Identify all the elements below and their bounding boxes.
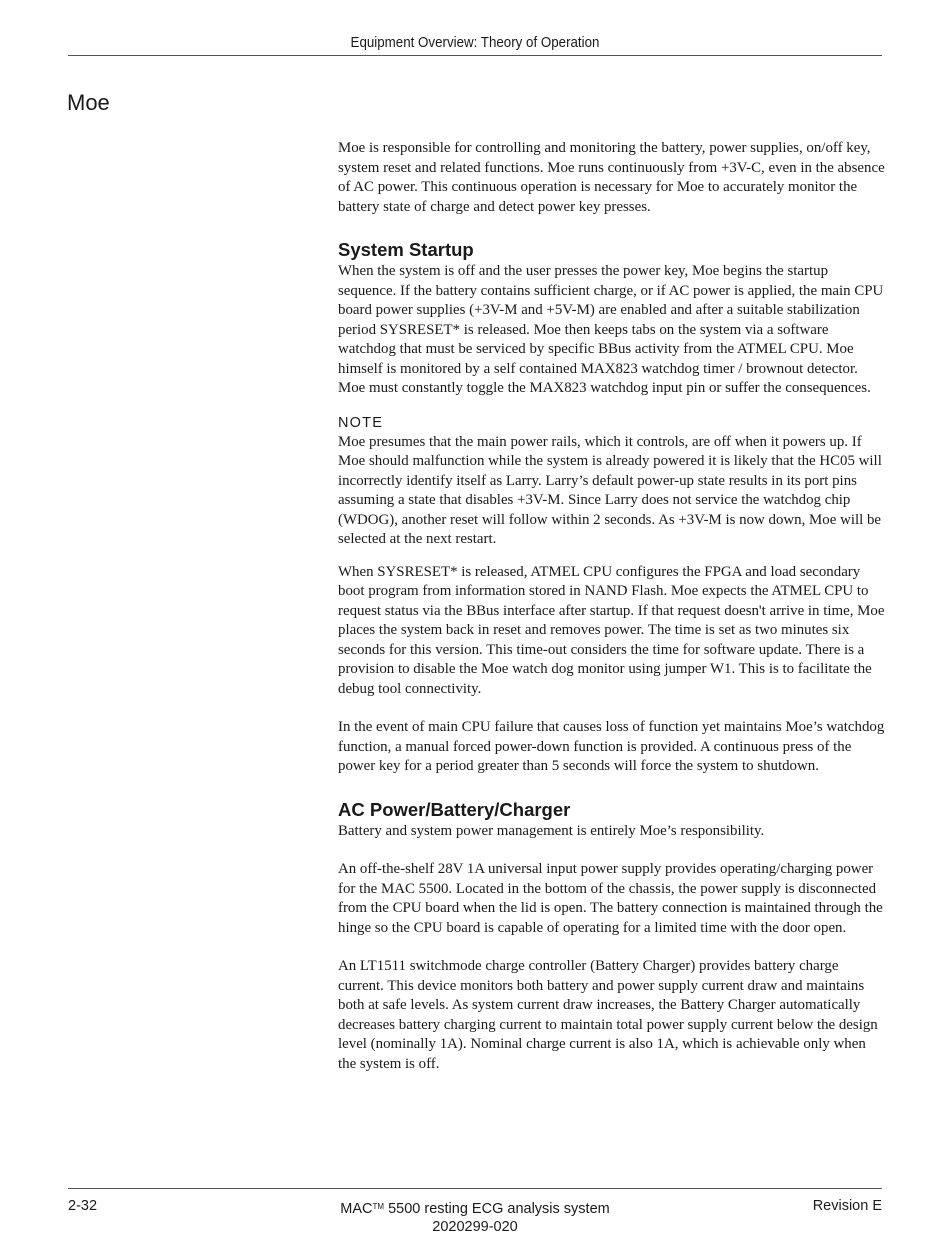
ac-power-paragraph-2: An off-the-shelf 28V 1A universal input power supply provides operating/charging power for the MAC 5500. Located in the bottom of the chassis, the power supply is disconnected from the CPU board when the lid is open. The battery connection is maintained through the hinge so the CPU board is capable of operating for a limited time with the door open.	[338, 861, 883, 936]
note-label: NOTE	[338, 414, 384, 431]
section-title: Moe	[67, 90, 110, 115]
system-startup-heading: System Startup	[338, 239, 474, 260]
product-prefix: MAC	[340, 1201, 373, 1217]
system-startup-paragraph-2: When SYSRESET* is released, ATMEL CPU configures the FPGA and load secondary boot program from information stored in NAND Flash. Moe expects the ATMEL CPU to request status via the BBus interface after startup. If that request doesn't arrive in time, Moe places the system back in reset and removes power. The time is set as two minutes six seconds for this version. This time-out considers the time for software update. There is a provision to disable the Moe watch dog monitor using jumper W1. This is to facilitate the debug tool connectivity.	[338, 563, 885, 697]
system-startup-paragraph-3: In the event of main CPU failure that causes loss of function yet maintains Moe’s watchdog function, a manual forced power-down function is provided. A continuous press of the power key for a period greater than 5 seconds will force the system to shutdown.	[338, 719, 885, 774]
product-suffix: 5500 resting ECG analysis system	[384, 1201, 610, 1217]
page-number: 2-32	[68, 1198, 98, 1214]
footer-product-info	[290, 1198, 660, 1236]
note-text: Moe presumes that the main power rails, which it controls, are off when it powers up. If Moe should malfunction while the system is already powered it is likely that the HC05 will incorrectly identify itself as Larry. Larry’s default power-up state results in its port pins assuming a state that disables +3V-M. Since Larry does not service the watchdog chip (WDOG), another reset will follow within 2 seconds. As +3V-M is now down, Moe will be selected at the next restart.	[338, 433, 882, 547]
ac-power-paragraph-3: An LT1511 switchmode charge controller (Battery Charger) provides battery charge current. This device monitors both battery and power supply current draw and maintains both at safe levels. As system current draw increases, the Battery Charger automatically decreases battery charging current to maintain total power supply current below the design level (nominally 1A). Nominal charge current is also 1A, which is achievable only when the system is off.	[338, 958, 878, 1072]
document-number: 2020299-020	[432, 1219, 518, 1235]
footer-divider	[68, 1188, 882, 1189]
product-name	[290, 1198, 660, 1218]
revision-label: Revision E	[812, 1198, 882, 1214]
intro-paragraph: Moe is responsible for controlling and monitoring the battery, power supplies, on/off key, system reset and related functions. Moe runs continuously from +3V-C, even in the absence of AC power. This continuous operation is necessary for Moe to accurately monitor the battery state of charge and detect power key presses.	[338, 140, 885, 215]
body-content	[338, 139, 886, 1074]
trademark-symbol: TM	[372, 1202, 385, 1211]
system-startup-paragraph-1: When the system is off and the user presses the power key, Moe begins the startup sequence. If the battery contains sufficient charge, or if AC power is applied, the main CPU board power supplies (+3V-M and +5V-M) are enabled and after a suitable stabilization period SYSRESET* is released. Moe then keeps tabs on the system via a software watchdog that must be serviced by specific BBus activity from the ATMEL CPU. Moe himself is monitored by a self contained MAX823 watchdog timer / brownout detector. Moe must constantly toggle the MAX823 watchdog input pin or suffer the consequences.	[338, 263, 884, 396]
ac-power-paragraph-1: Battery and system power management is entirely Moe’s responsibility.	[338, 822, 765, 839]
ac-power-heading: AC Power/Battery/Charger	[338, 798, 571, 820]
header-divider	[68, 55, 882, 56]
running-header: Equipment Overview: Theory of Operation	[350, 35, 600, 51]
